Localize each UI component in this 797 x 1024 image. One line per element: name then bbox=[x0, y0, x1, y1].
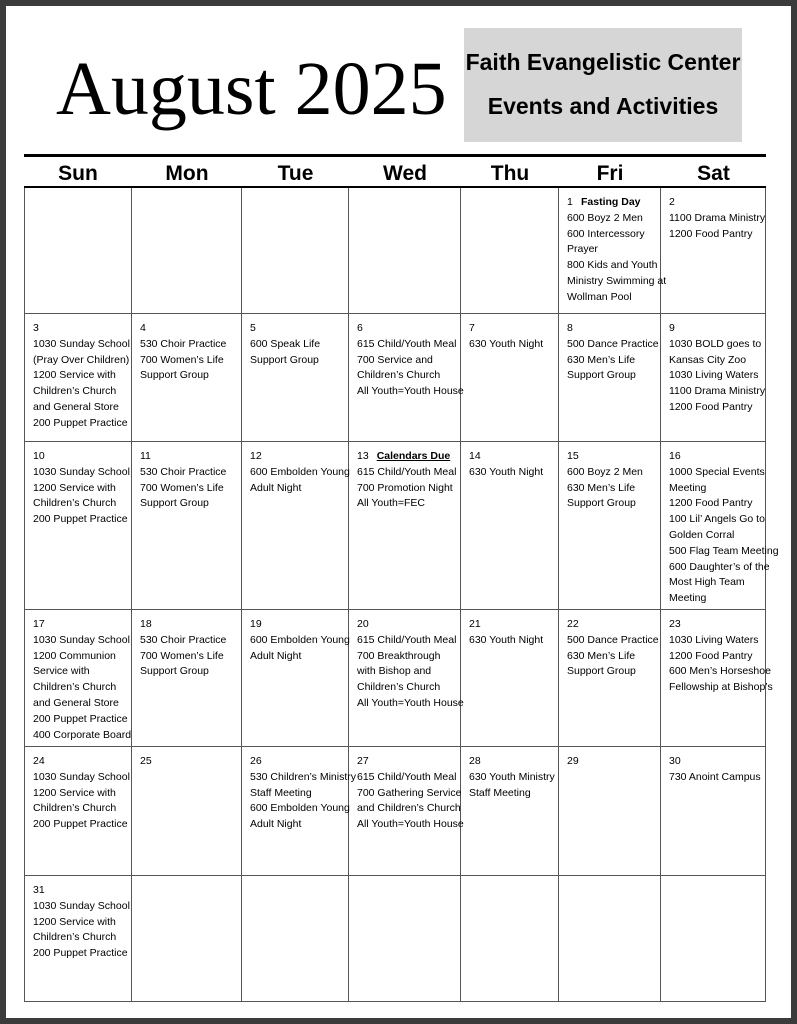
event-line: Children’s Church bbox=[33, 385, 117, 398]
event-line: (Pray Over Children) bbox=[33, 353, 130, 366]
day-cell-24 bbox=[24, 747, 132, 876]
event-line: 1200 Communion bbox=[33, 649, 116, 662]
event-line: 500 Dance Practice bbox=[567, 633, 659, 646]
event-line: 600 Speak Life bbox=[250, 337, 321, 350]
day-cell-28 bbox=[461, 747, 559, 876]
day-number: 15 bbox=[567, 450, 579, 462]
calendar-grid bbox=[24, 188, 779, 1002]
day-number: 18 bbox=[140, 618, 152, 630]
event-line: 630 Youth Ministry bbox=[469, 770, 555, 783]
day-number: 9 bbox=[669, 322, 675, 334]
day-number: 23 bbox=[669, 618, 681, 630]
day-number: 16 bbox=[669, 450, 681, 462]
day-cell-7 bbox=[461, 314, 559, 442]
weekday-header-wed: Wed bbox=[383, 162, 427, 185]
event-line: 200 Puppet Practice bbox=[33, 416, 128, 429]
weekday-header-mon: Mon bbox=[165, 162, 209, 185]
event-line: Fellowship at Bishop’s bbox=[669, 681, 773, 694]
event-line: and General Store bbox=[33, 400, 119, 413]
event-line: Adult Night bbox=[250, 818, 302, 831]
empty-day-cell bbox=[349, 876, 461, 1002]
day-cell-12 bbox=[242, 442, 349, 610]
empty-day-cell bbox=[132, 876, 242, 1002]
event-line: 500 Dance Practice bbox=[567, 337, 659, 350]
day-cell-27 bbox=[349, 747, 464, 876]
empty-day-cell bbox=[132, 188, 242, 314]
day-number: 4 bbox=[140, 322, 146, 334]
day-number: 17 bbox=[33, 618, 45, 630]
event-line: 200 Puppet Practice bbox=[33, 712, 128, 725]
event-line: Children’s Church bbox=[33, 802, 117, 815]
empty-day-cell bbox=[349, 188, 461, 314]
event-line: 630 Youth Night bbox=[469, 633, 544, 646]
event-line: Support Group bbox=[140, 665, 209, 678]
day-number: 10 bbox=[33, 450, 45, 462]
event-line: 200 Puppet Practice bbox=[33, 818, 128, 831]
org-subtitle: Events and Activities bbox=[487, 93, 719, 119]
day-number: 5 bbox=[250, 322, 256, 334]
day-number: 11 bbox=[140, 450, 151, 462]
day-cell-2 bbox=[661, 188, 766, 314]
event-line: 600 Embolden Young bbox=[250, 633, 350, 646]
event-line: Ministry Swimming at bbox=[567, 274, 667, 287]
empty-day-cell bbox=[242, 188, 349, 314]
event-line: 600 Embolden Young bbox=[250, 802, 350, 815]
event-line: Staff Meeting bbox=[469, 786, 531, 799]
event-line: 530 Choir Practice bbox=[140, 337, 227, 350]
event-line: Most High Team bbox=[669, 576, 745, 589]
day-number: 13 bbox=[357, 450, 369, 462]
day-cell-3 bbox=[24, 314, 132, 442]
event-line: 1030 Sunday School bbox=[33, 465, 130, 478]
weekday-header-thu: Thu bbox=[490, 162, 530, 185]
day-number: 6 bbox=[357, 322, 363, 334]
day-cell-11 bbox=[132, 442, 242, 610]
event-line: 615 Child/Youth Meal bbox=[357, 633, 457, 646]
day-cell-20 bbox=[349, 610, 464, 747]
event-line: 700 Breakthrough bbox=[357, 649, 441, 662]
calendar-page bbox=[6, 6, 791, 1018]
event-line: Children’s Church bbox=[33, 497, 117, 510]
event-line: Support Group bbox=[250, 353, 319, 366]
weekday-header-sun: Sun bbox=[58, 162, 98, 185]
event-line: 1200 Service with bbox=[33, 369, 116, 382]
event-line: Golden Corral bbox=[669, 528, 735, 541]
event-line: 700 Women’s Life bbox=[140, 353, 224, 366]
event-line: 615 Child/Youth Meal bbox=[357, 770, 457, 783]
day-cell-21 bbox=[461, 610, 559, 747]
event-line: 1030 Sunday School bbox=[33, 337, 130, 350]
event-line: Meeting bbox=[669, 481, 707, 494]
event-line: 200 Puppet Practice bbox=[33, 513, 128, 526]
event-line: 1100 Drama Ministry bbox=[669, 211, 766, 224]
event-line: Adult Night bbox=[250, 481, 302, 494]
event-line: 1030 Living Waters bbox=[669, 633, 759, 646]
event-line: Children’s Church bbox=[357, 369, 441, 382]
event-line: 600 Boyz 2 Men bbox=[567, 211, 643, 224]
day-cell-13 bbox=[349, 442, 461, 610]
day-number: 12 bbox=[250, 450, 262, 462]
event-line: 700 Women’s Life bbox=[140, 481, 224, 494]
event-line: 530 Children’s Ministry bbox=[250, 770, 357, 783]
day-cell-30 bbox=[661, 747, 766, 876]
event-line: Support Group bbox=[567, 497, 636, 510]
event-line: 1200 Service with bbox=[33, 481, 116, 494]
event-line: 700 Gathering Service bbox=[357, 786, 462, 799]
event-line: 630 Youth Night bbox=[469, 337, 544, 350]
event-line: with Bishop and bbox=[357, 665, 432, 678]
empty-day-cell bbox=[661, 876, 766, 1002]
event-line: 530 Choir Practice bbox=[140, 633, 227, 646]
event-line: All Youth=FEC bbox=[357, 497, 426, 510]
day-number: 25 bbox=[140, 755, 152, 767]
day-number: 7 bbox=[469, 322, 475, 334]
event-line: 700 Service and bbox=[357, 353, 433, 366]
day-cell-29 bbox=[559, 747, 661, 876]
day-cell-8 bbox=[559, 314, 661, 442]
day-cell-9 bbox=[661, 314, 766, 442]
day-cell-4 bbox=[132, 314, 242, 442]
day-number: 27 bbox=[357, 755, 369, 767]
day-number: 1 bbox=[567, 196, 573, 208]
event-line: Service with bbox=[33, 665, 90, 678]
day-cell-19 bbox=[242, 610, 349, 747]
day-highlight: Fasting Day bbox=[581, 196, 641, 208]
event-line: 1200 Food Pantry bbox=[669, 227, 753, 240]
day-cell-23 bbox=[661, 610, 773, 747]
day-number: 2 bbox=[669, 196, 675, 208]
day-cell-31 bbox=[24, 876, 132, 1002]
day-cell-18 bbox=[132, 610, 242, 747]
day-cell-14 bbox=[461, 442, 559, 610]
day-number: 28 bbox=[469, 755, 481, 767]
event-line: 1200 Food Pantry bbox=[669, 497, 753, 510]
org-title-box bbox=[464, 28, 742, 142]
event-line: 1200 Service with bbox=[33, 915, 116, 928]
event-line: Children’s Church bbox=[33, 931, 117, 944]
event-line: 400 Corporate Board bbox=[33, 728, 132, 741]
event-line: 1030 Living Waters bbox=[669, 369, 759, 382]
day-cell-16 bbox=[661, 442, 779, 610]
weekday-header-fri: Fri bbox=[596, 162, 624, 185]
weekday-header-row bbox=[24, 157, 766, 186]
event-line: 600 Men’s Horseshoe bbox=[669, 665, 771, 678]
day-number: 22 bbox=[567, 618, 579, 630]
event-line: Support Group bbox=[140, 497, 209, 510]
day-number: 8 bbox=[567, 322, 573, 334]
event-line: Support Group bbox=[567, 369, 636, 382]
event-line: All Youth=Youth House bbox=[357, 696, 464, 709]
day-number: 31 bbox=[33, 884, 45, 896]
day-cell-1 bbox=[559, 188, 667, 314]
day-number: 26 bbox=[250, 755, 262, 767]
event-line: 730 Anoint Campus bbox=[669, 770, 761, 783]
event-line: 200 Puppet Practice bbox=[33, 947, 128, 960]
event-line: Kansas City Zoo bbox=[669, 353, 747, 366]
empty-day-cell bbox=[559, 876, 661, 1002]
event-line: 615 Child/Youth Meal bbox=[357, 337, 457, 350]
day-number: 19 bbox=[250, 618, 262, 630]
day-cell-5 bbox=[242, 314, 349, 442]
day-cell-15 bbox=[559, 442, 661, 610]
event-line: Adult Night bbox=[250, 649, 302, 662]
month-title: August 2025 bbox=[56, 47, 447, 131]
empty-day-cell bbox=[461, 876, 559, 1002]
event-line: 600 Daughter’s of the bbox=[669, 560, 770, 573]
event-line: 500 Flag Team Meeting bbox=[669, 544, 779, 557]
empty-day-cell bbox=[461, 188, 559, 314]
event-line: 530 Choir Practice bbox=[140, 465, 227, 478]
event-line: and Children’s Church bbox=[357, 802, 461, 815]
event-line: Staff Meeting bbox=[250, 786, 312, 799]
event-line: 1200 Food Pantry bbox=[669, 649, 753, 662]
day-number: 24 bbox=[33, 755, 45, 767]
day-number: 14 bbox=[469, 450, 481, 462]
weekday-header-sat: Sat bbox=[697, 162, 730, 185]
event-line: Support Group bbox=[567, 665, 636, 678]
event-line: All Youth=Youth House bbox=[357, 818, 464, 831]
day-highlight: Calendars Due bbox=[376, 450, 451, 462]
event-line: and General Store bbox=[33, 696, 119, 709]
event-line: Prayer bbox=[567, 243, 598, 256]
event-line: 1030 Sunday School bbox=[33, 770, 130, 783]
empty-day-cell bbox=[242, 876, 349, 1002]
event-line: Support Group bbox=[140, 369, 209, 382]
day-number: 3 bbox=[33, 322, 39, 334]
day-cell-6 bbox=[349, 314, 464, 442]
empty-day-cell bbox=[24, 188, 132, 314]
event-line: Children’s Church bbox=[33, 681, 117, 694]
event-line: 800 Kids and Youth bbox=[567, 259, 658, 272]
event-line: 630 Men’s Life bbox=[567, 353, 636, 366]
event-line: 1000 Special Events bbox=[669, 465, 765, 478]
event-line: 1030 BOLD goes to bbox=[669, 337, 762, 350]
event-line: 600 Boyz 2 Men bbox=[567, 465, 643, 478]
event-line: 630 Men’s Life bbox=[567, 481, 636, 494]
event-line: Meeting bbox=[669, 592, 707, 605]
event-line: 1030 Sunday School bbox=[33, 633, 130, 646]
event-line: 615 Child/Youth Meal bbox=[357, 465, 457, 478]
day-cell-22 bbox=[559, 610, 661, 747]
event-line: 1200 Service with bbox=[33, 786, 116, 799]
event-line: 600 Embolden Young bbox=[250, 465, 350, 478]
event-line: 630 Men’s Life bbox=[567, 649, 636, 662]
day-number: 29 bbox=[567, 755, 579, 767]
day-number: 20 bbox=[357, 618, 369, 630]
event-line: Children’s Church bbox=[357, 681, 441, 694]
event-line: Wollman Pool bbox=[567, 290, 632, 303]
weekday-header-tue: Tue bbox=[277, 162, 314, 185]
day-cell-10 bbox=[24, 442, 132, 610]
event-line: 1030 Sunday School bbox=[33, 899, 130, 912]
day-cell-26 bbox=[242, 747, 357, 876]
day-number: 30 bbox=[669, 755, 681, 767]
org-name: Faith Evangelistic Center bbox=[465, 49, 741, 75]
event-line: 700 Promotion Night bbox=[357, 481, 453, 494]
event-line: 700 Women’s Life bbox=[140, 649, 224, 662]
day-number: 21 bbox=[469, 618, 481, 630]
event-line: All Youth=Youth House bbox=[357, 385, 464, 398]
event-line: 630 Youth Night bbox=[469, 465, 544, 478]
event-line: 1200 Food Pantry bbox=[669, 400, 753, 413]
event-line: 1100 Drama Ministry bbox=[669, 385, 766, 398]
event-line: 600 Intercessory bbox=[567, 227, 645, 240]
day-cell-17 bbox=[24, 610, 132, 747]
day-cell-25 bbox=[132, 747, 242, 876]
event-line: 100 Lil’ Angels Go to bbox=[669, 513, 765, 526]
